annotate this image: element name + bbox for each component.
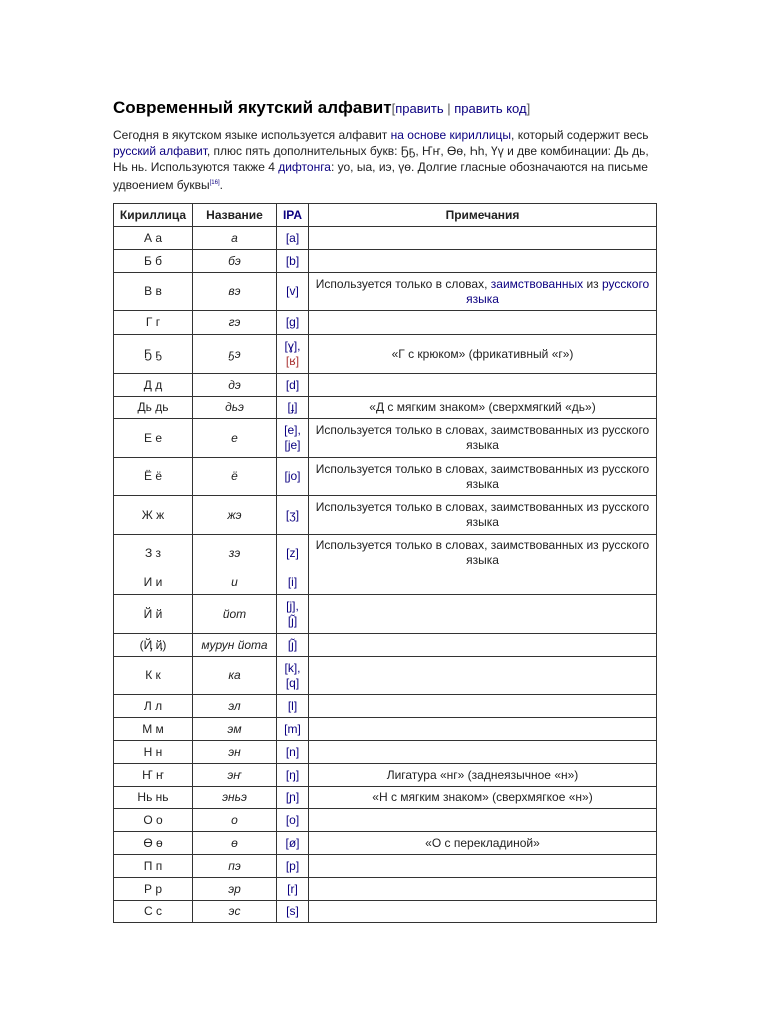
name-cell: ө [193,832,277,855]
name-cell: бэ [193,250,277,273]
cyrillic-cell: С с [114,901,193,923]
name-cell: эр [193,878,277,901]
ipa-cell[interactable] [277,335,309,374]
header-cyrillic: Кириллица [114,204,193,227]
note-cell [309,695,657,718]
cyrillic-cell: Дь дь [114,397,193,419]
name-cell: дэ [193,374,277,397]
name-cell: дьэ [193,397,277,419]
ipa-value[interactable]: [ɣ], [284,339,301,353]
name-cell: эн [193,741,277,764]
cyrillic-cell: О о [114,809,193,832]
intro-text: : уо, ыа, иэ, үө. Долгие гласные обозначаются на письме удвоением буквы [113,160,648,192]
table-row [114,718,657,741]
ipa-value[interactable]: [ȷ̃] [287,614,298,628]
cyrillic-cell: М м [114,718,193,741]
name-cell: эм [193,718,277,741]
table-row [114,374,657,397]
ipa-cell[interactable]: [m] [277,718,309,741]
name-cell: эс [193,901,277,923]
edit-links [392,101,531,116]
cyrillic-cell: Нь нь [114,787,193,809]
ipa-cell[interactable]: [n] [277,741,309,764]
ipa-cell[interactable]: [g] [277,311,309,335]
ipa-cell[interactable]: [jo] [277,458,309,496]
intro-text: Сегодня в якутском языке используется алфавит [113,128,391,142]
note-cell [309,657,657,695]
cyrillic-cell: Н н [114,741,193,764]
name-cell: йот [193,595,277,634]
cyrillic-cell: Е е [114,419,193,458]
table-row [114,496,657,535]
note-text: Используется только в словах, [315,276,491,291]
cyrillic-cell: Ҕ ҕ [114,335,193,374]
name-cell: гэ [193,311,277,335]
table-row [114,901,657,923]
ipa-cell[interactable]: [ŋ] [277,764,309,787]
cyrillic-cell: К к [114,657,193,695]
table-row [114,832,657,855]
table-row [114,878,657,901]
ipa-cell[interactable]: [l] [277,695,309,718]
cyrillic-cell: Л л [114,695,193,718]
note-cell [309,855,657,878]
name-cell: жэ [193,496,277,535]
cyrillic-cell: (Ҋ ҋ) [114,634,193,657]
ipa-value[interactable]: [k], [284,660,301,675]
ipa-value[interactable]: [e], [284,423,301,437]
table-row [114,572,657,595]
cyrillic-cell: Б б [114,250,193,273]
table-row [114,657,657,695]
ipa-cell[interactable]: [z] [277,535,309,572]
name-cell: эҥ [193,764,277,787]
ipa-value[interactable]: [ʁ] [285,354,300,368]
note-cell: Используется только в словах, заимствованных из русского языка [309,535,657,572]
edit-link[interactable]: править [395,101,444,116]
intro-paragraph [113,127,658,193]
ipa-cell[interactable]: [a] [277,227,309,250]
table-row [114,335,657,374]
ipa-cell[interactable]: [ȷ̃] [277,634,309,657]
ipa-cell[interactable] [277,419,309,458]
name-cell: ҕэ [193,335,277,374]
note-cell: Используется только в словах, заимствованных из русского языка [309,496,657,535]
note-cell: Используется только в словах, заимствованных из русского языка [309,458,657,496]
note-cell [309,250,657,273]
note-cell [309,227,657,250]
note-cell [309,273,657,311]
table-row [114,273,657,311]
cyrillic-cell: Г г [114,311,193,335]
table-row [114,787,657,809]
name-cell: ка [193,657,277,695]
table-row [114,855,657,878]
note-cell: «Н с мягким знаком» (сверхмягкое «н») [309,787,657,809]
ipa-value[interactable]: [je] [284,438,301,452]
header-name: Название [193,204,277,227]
cyrillic-cell: Ө ө [114,832,193,855]
name-cell: мурун йота [193,634,277,657]
table-row [114,458,657,496]
intro-text: , который содержит весь [511,128,649,142]
ipa-cell[interactable]: [p] [277,855,309,878]
cyrillic-cell: Ё ё [114,458,193,496]
cyrillic-cell: Й й [114,595,193,634]
table-row [114,595,657,634]
cyrillic-cell: Ҥ ҥ [114,764,193,787]
note-cell [309,901,657,923]
bracket-close: ] [526,101,531,116]
cyrillic-cell: П п [114,855,193,878]
cyrillic-cell: В в [114,273,193,311]
ipa-value[interactable]: [q] [285,675,300,690]
table-row [114,695,657,718]
table-row [114,250,657,273]
header-notes: Примечания [309,204,657,227]
name-cell: эл [193,695,277,718]
name-cell: ё [193,458,277,496]
note-cell [309,374,657,397]
edit-code-link[interactable]: править код [454,101,527,116]
note-cell [309,809,657,832]
name-cell: эньэ [193,787,277,809]
name-cell: е [193,419,277,458]
note-cell: «О с перекладиной» [309,832,657,855]
note-cell: Используется только в словах, заимствованных из русского языка [309,419,657,458]
borrowed-link[interactable]: заимствованных [490,276,584,291]
ipa-cell[interactable]: [i] [277,572,309,595]
ipa-cell[interactable]: [b] [277,250,309,273]
ipa-cell[interactable]: [d] [277,374,309,397]
name-cell: вэ [193,273,277,311]
ipa-cell[interactable]: [o] [277,809,309,832]
note-cell [309,741,657,764]
ipa-cell[interactable] [277,595,309,634]
name-cell: пэ [193,855,277,878]
name-cell: зэ [193,535,277,572]
table-row [114,535,657,572]
ipa-cell[interactable]: [ɟ] [277,397,309,419]
name-cell: а [193,227,277,250]
note-cell: «Д с мягким знаком» (сверхмягкий «дь») [309,397,657,419]
note-cell [309,572,657,595]
russian-alphabet-link[interactable]: русский алфавит [113,144,207,158]
note-cell [309,595,657,634]
table-row [114,311,657,335]
table-row [114,741,657,764]
table-row [114,634,657,657]
note-cell: «Г с крюком» (фрикативный «г») [309,335,657,374]
ipa-cell[interactable]: [s] [277,901,309,923]
edit-separator: | [443,101,455,116]
ipa-cell[interactable] [277,657,309,695]
note-cell [309,718,657,741]
section-heading [113,96,658,121]
ipa-cell[interactable]: [ø] [277,832,309,855]
cyrillic-cell: Р р [114,878,193,901]
table-row [114,809,657,832]
table-row [114,227,657,250]
intro-text: , плюс пять дополнительных букв: Ҕҕ, Ҥҥ, Өө, Һһ, Үү и две комбинации: Дь дь, Нь нь. Используются также 4 [113,144,649,174]
ipa-cell[interactable]: [v] [277,273,309,311]
intro-text: . [219,178,223,192]
ipa-cell[interactable]: [ʒ] [277,496,309,535]
ipa-value[interactable]: [j], [286,599,299,613]
cyrillic-cell: Ж ж [114,496,193,535]
bracket-open: [ [391,101,396,116]
header-ipa-link[interactable]: IPA [277,204,309,227]
cyrillic-cell: И и [114,572,193,595]
name-cell: и [193,572,277,595]
section-title: Современный якутский алфавит [113,98,392,117]
note-cell [309,634,657,657]
note-cell [309,878,657,901]
reference-link[interactable]: [16] [209,180,220,186]
name-cell: о [193,809,277,832]
table-row [114,397,657,419]
cyrillic-link[interactable]: на основе кириллицы [390,128,512,142]
table-header-row [114,204,657,227]
russian-language-link[interactable]: русского языка [466,276,650,306]
ipa-cell[interactable]: [ɲ] [277,787,309,809]
table-row [114,419,657,458]
alphabet-table [113,203,657,923]
article-section [113,96,658,923]
cyrillic-cell: Д д [114,374,193,397]
table-row [114,764,657,787]
cyrillic-cell: З з [114,535,193,572]
note-cell: Лигатура «нг» (заднеязычное «н») [309,764,657,787]
diphthong-link[interactable]: дифтонга [278,160,331,174]
ipa-cell[interactable]: [r] [277,878,309,901]
note-cell [309,311,657,335]
cyrillic-cell: А а [114,227,193,250]
note-text: из [583,276,602,291]
